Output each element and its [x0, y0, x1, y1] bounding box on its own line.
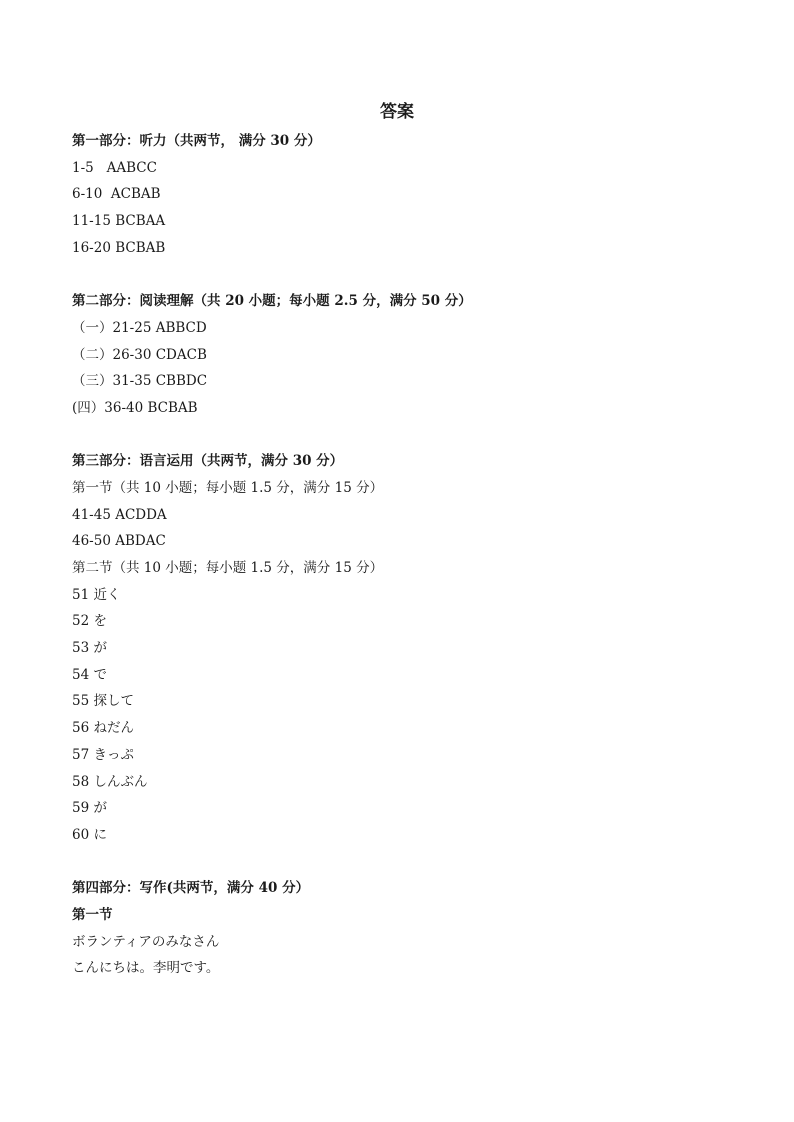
answer-line: 53 が	[72, 640, 107, 657]
part3-section2-heading: 第二节（共 10 小题；每小题 1.5 分，满分 15 分）	[72, 560, 384, 576]
answer-line: 41-45 ACDDA	[72, 506, 167, 523]
part2-heading: 第二部分：阅读理解（共 20 小题；每小题 2.5 分，满分 50 分）	[72, 293, 472, 310]
answer-line: 52 を	[72, 613, 107, 630]
answer-line: 11-15 BCBAA	[72, 213, 166, 230]
section-gap	[72, 849, 762, 876]
writing-line: ボランティアのみなさん	[72, 933, 220, 950]
section-gap	[72, 422, 762, 449]
answer-sheet	[72, 128, 762, 982]
page-title: 答案	[380, 102, 414, 122]
answer-line: 55 探して	[72, 693, 134, 710]
answer-line: 60 に	[72, 826, 107, 843]
writing-line: こんにちは。李明です。	[72, 960, 220, 977]
answer-line: 6-10 ACBAB	[72, 186, 161, 203]
answer-line: 54 で	[72, 666, 107, 683]
answer-line: （二）26-30 CDACB	[72, 346, 207, 363]
answer-line: （一）21-25 ABBCD	[72, 319, 207, 336]
answer-line: 58 しんぶん	[72, 773, 148, 790]
section-gap	[72, 261, 762, 288]
answer-line: （三）31-35 CBBDC	[72, 373, 208, 390]
answer-line: 51 近く	[72, 586, 121, 603]
answer-line: 56 ねだん	[72, 720, 134, 737]
answer-line: (四）36-40 BCBAB	[72, 399, 198, 416]
answer-line: 46-50 ABDAC	[72, 533, 166, 550]
part1-heading: 第一部分：听力（共两节， 满分 30 分）	[72, 133, 321, 149]
part3-section1-heading: 第一节（共 10 小题；每小题 1.5 分，满分 15 分）	[72, 479, 384, 496]
part4-section1-heading: 第一节	[72, 906, 113, 923]
answer-line: 1-5 AABCC	[72, 159, 157, 176]
answer-line: 57 きっぷ	[72, 746, 134, 763]
answer-line: 59 が	[72, 800, 107, 817]
part4-heading: 第四部分：写作(共两节，满分 40 分）	[72, 880, 310, 897]
answer-line: 16-20 BCBAB	[72, 239, 166, 256]
part3-heading: 第三部分：语言运用（共两节，满分 30 分）	[72, 453, 344, 470]
